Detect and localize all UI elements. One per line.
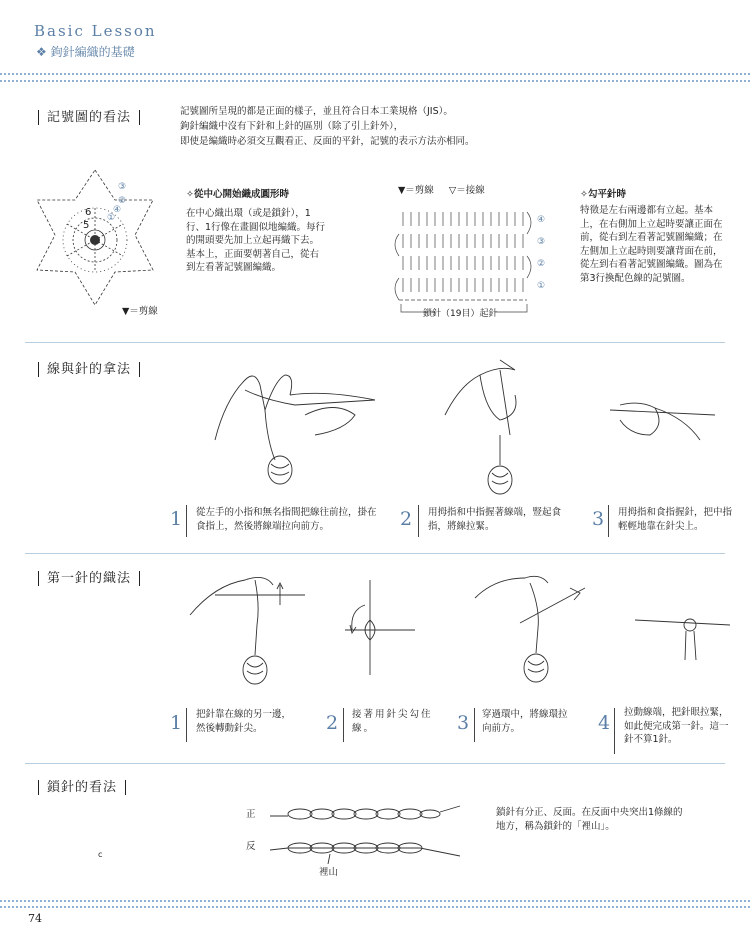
first-step-4-number: 4 — [598, 712, 611, 734]
flat-legend: ▼＝剪線 ▽＝接線 — [398, 185, 485, 196]
hand-illustration-1 — [205, 360, 385, 490]
footer-divider-2 — [0, 906, 750, 908]
step-divider — [418, 505, 419, 537]
lesson-title: Basic Lesson — [34, 22, 157, 40]
lesson-subtitle: 鉤針編織的基礎 — [50, 45, 135, 59]
footer-divider — [0, 900, 750, 902]
circle-motif-diagram — [25, 160, 175, 320]
step-divider — [343, 708, 344, 742]
first-stitch-illustration-1 — [185, 565, 315, 690]
header-divider — [0, 73, 750, 75]
hand-illustration-2 — [440, 355, 560, 495]
flat-caption: 鎖針（19目）起針 — [423, 309, 498, 319]
diamond-star-icon: ✧ — [186, 189, 194, 200]
first-stitch-illustration-4 — [630, 605, 740, 665]
chain-back-label: 反 — [246, 841, 256, 852]
motif-row-1: ① — [107, 213, 116, 223]
motif-row-4: ④ — [113, 205, 122, 215]
stray-mark: c — [98, 850, 103, 859]
symbol-intro: 記號圖所呈現的都是正面的樣子，並且符合日本工業規格（JIS）。 鉤針編織中沒有下針和上針的區別（除了引上針外）， 即使是編織時必須交互觀看正、反面的平針，記號的表示方法亦相同。 — [180, 106, 475, 147]
chain-diagram — [270, 798, 470, 878]
section-title-first: 第一針的織法 — [30, 567, 148, 586]
motif-row-2: ② — [118, 196, 127, 206]
flat-text: 特徵是左右兩邊都有立起。基本 上，在右側加上立起時要讓正面在 前，從右到左看著記號圖編織；在 左側加上立起時則要讓背面在前， 從左到右看著記號圖編織。圖為在 第3行換配色線的記號圖。 — [580, 205, 723, 284]
first-step-3-text: 穿過環中，將線環拉 向前方。 — [482, 709, 568, 734]
step-divider — [186, 505, 187, 537]
holding-step-2-number: 2 — [400, 508, 413, 530]
hand-illustration-3 — [600, 390, 730, 460]
section-title-chain: 鎖針的看法 — [30, 776, 134, 795]
flat-title-row: ✧勾平針時 — [580, 189, 626, 200]
first-step-1-number: 1 — [170, 712, 183, 734]
flat-row-2: ② — [537, 259, 546, 269]
motif-num-6: 6 — [85, 207, 92, 218]
chain-bump-label: 裡山 — [319, 867, 339, 878]
step-divider — [614, 708, 615, 754]
chain-text: 鎖針有分正、反面。在反面中央突出1條線的 地方，稱為鎖針的「裡山」。 — [496, 807, 683, 832]
flat-row-1: ① — [537, 281, 546, 291]
holding-step-1-text: 從左手的小指和無名指間把線往前拉，掛在 食指上，然後將線端拉向前方。 — [196, 507, 377, 532]
section-divider — [25, 553, 725, 554]
first-stitch-illustration-3 — [470, 568, 590, 688]
diamond-star-icon: ❖ — [36, 45, 47, 59]
first-step-2-text: 接著用針尖勾住 線。 — [352, 709, 433, 734]
chain-front-label: 正 — [246, 809, 256, 820]
step-divider — [186, 708, 187, 742]
section-title-symbol: 記號圖的看法 — [30, 106, 148, 125]
circle-title-row: ✧從中心開始織成圓形時 — [186, 189, 289, 200]
motif-cut-legend: ▼＝剪線 — [122, 306, 158, 317]
first-step-2-number: 2 — [326, 712, 339, 734]
motif-num-5: 5 — [83, 220, 90, 231]
header-divider-2 — [0, 80, 750, 82]
lesson-subtitle-row — [36, 43, 135, 60]
flat-stitch-diagram — [395, 200, 565, 320]
diamond-star-icon: ✧ — [580, 189, 588, 200]
holding-step-3-text: 用拇指和食指握針，把中指 輕輕地靠在針尖上。 — [618, 507, 733, 532]
first-step-1-text: 把針靠在線的另一邊， 然後轉動針尖。 — [196, 709, 292, 734]
first-step-3-number: 3 — [457, 712, 470, 734]
section-title-holding: 線與針的拿法 — [30, 358, 148, 377]
step-divider — [608, 505, 609, 537]
holding-step-3-number: 3 — [592, 508, 605, 530]
circle-text: 在中心織出環（或是鎖針），1 行、1行像在畫圓似地編織。每行 的開頭要先加上立起再織下去。 基本上，正面要朝著自己，從右 到左看著記號圖編織。 — [186, 208, 326, 273]
first-stitch-illustration-2 — [340, 575, 420, 685]
flat-row-3: ③ — [537, 237, 546, 247]
holding-step-2-text: 用拇指和中指握著線端，豎起食 指，將線拉緊。 — [428, 507, 562, 532]
section-divider — [25, 342, 725, 343]
section-divider — [25, 763, 725, 764]
motif-row-3: ③ — [118, 182, 127, 192]
first-step-4-text: 拉動線端，把針眼拉緊， 如此便完成第一針。這一 針不算1針。 — [624, 707, 729, 745]
flat-row-4: ④ — [537, 215, 546, 225]
step-divider — [474, 708, 475, 742]
holding-step-1-number: 1 — [170, 508, 183, 530]
page-number: 74 — [28, 912, 42, 925]
